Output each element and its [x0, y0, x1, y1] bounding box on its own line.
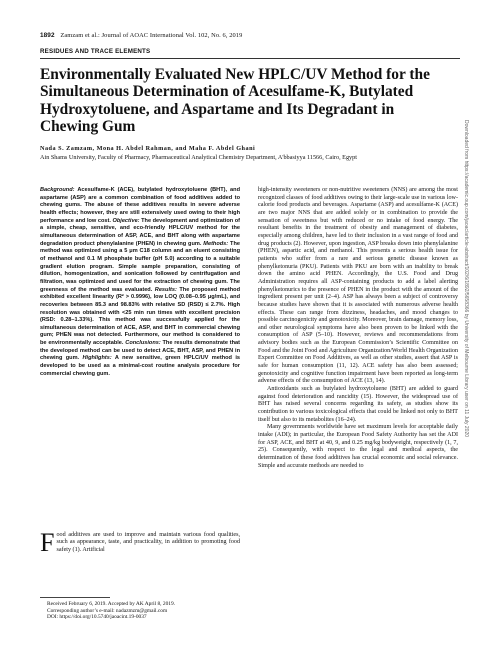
abstract-methods: The method was optimized using a 5 μm C18 column and an eluent consisting of methanol and 0.1 M phosphate buffer (pH 5.0) according to a suitable gradient elution program. Simple sample preparation, consisting of dilution, homogenization, and sonication followed by centrifugation and filtration, was optimized and used for the extraction of chewing gum. The greenness of the method was evaluated.	[40, 240, 240, 293]
abstract-highlights-label: Highlights:	[82, 355, 112, 362]
footnotes	[47, 601, 247, 621]
intro-paragraph	[40, 528, 240, 557]
running-title: Zamzam et al.: Journal of AOAC International Vol. 102, No. 6, 2019	[60, 32, 243, 39]
abstract	[40, 187, 240, 378]
download-note: Downloaded from https://academic.oup.com/jaoac/article-abstract/102/6/1892/5658366 by University of Melbourne Library user on 11 July 2020	[463, 120, 469, 438]
footnote-rule	[40, 597, 110, 598]
abstract-highlights: A new sensitive, green HPLC/UV method is developed to be used as a minimal-cost routine analysis procedure for commercial chewing gum.	[40, 355, 240, 377]
abstract-results-label: Results:	[154, 286, 177, 293]
section-label: RESIDUES AND TRACE ELEMENTS	[40, 48, 151, 55]
intro-text: ood additives are used to improve and maintain various food qualities, such as appearance, taste, and practicality, in addition to promoting food safety (1). Artificial	[56, 532, 240, 553]
abstract-results: The proposed method exhibited excellent linearity (R² > 0.9996), low LOQ (0.08–0.95 μg/mL), and recoveries between 85.3 and 98.83% with relative SD (RSD) ≤ 2.7%. High resolution was obtained with <25 min run times with excellent precision (RSD: 0.28–1.33%). This method was successfully applied for the simultaneous determination of ACE, ASP, and BHT in commercial chewing gum; PHEN was not detected. Furthermore, our method is considered to be environmentally acceptable.	[40, 286, 240, 347]
abstract-objective: The development and optimization of a simple, cheap, sensitive, and eco-friendly HPLC/UV method for the simultaneous determination of ASP, ACE, and BHT along with aspartame degradation product phenylalanine (PHEN) in chewing gum.	[40, 217, 241, 247]
body-column-right	[258, 187, 458, 470]
running-head	[40, 32, 460, 39]
article-title: Environmentally Evaluated New HPLC/UV Method for the Simultaneous Determination of Acesulfame-K, Butylated Hydroxytoluene, and Aspartame and Its Degradant in Chewing Gum	[40, 66, 430, 136]
abstract-objective-label: Objective:	[112, 217, 140, 224]
abstract-background-label: Background:	[40, 187, 75, 193]
body-paragraph: Many governments worldwide have set maximum levels for acceptable daily intake (ADI); in particular, the European Food Safety Authority has set the ADI for ASP, ACE, and BHT at 40, 9, and 0.25 mg/kg bodyweight, respectively (1, 7, 25). Consequently, with respect to the legal and medical aspects, the determination of these food additives has crucial economic and social relevance. Simple and accurate methods are needed to	[258, 424, 458, 469]
download-watermark	[463, 120, 479, 540]
page-number: 1892	[40, 32, 55, 39]
affiliation: Ain Shams University, Faculty of Pharmacy, Pharmaceutical Analytical Chemistry Department, A'bbasiyya 11566, Cairo, Egypt	[40, 154, 357, 161]
drop-cap: F	[40, 528, 55, 557]
corresponding-email: Corresponding author’s e-mail: nadazmzm@gmail.com	[47, 607, 168, 614]
authors: Nada S. Zamzam, Mona H. Abdel Rahman, and Maha F. Abdel Ghani	[40, 145, 256, 152]
abstract-conclusions-label: Conclusions:	[125, 340, 161, 347]
abstract-methods-label: Methods:	[203, 240, 229, 247]
doi: DOI: https://doi.org/10.5740/jaoacint.19-0037	[47, 614, 147, 621]
header-rule	[40, 58, 460, 59]
abstract-conclusions: The results demonstrate that the developed method can be used to detect ACE, BHT, ASP, and PHEN in chewing gum.	[40, 340, 240, 362]
received-date: Received February 6, 2019. Accepted by AK April 8, 2019.	[47, 601, 175, 607]
body-paragraph: high-intensity sweeteners or non-nutritive sweeteners (NNS) are among the most recognized classes of food additives owing to their large-scale use in various low-calorie food products and beverages. Aspartame (ASP) and acesulfame-K (ACE) are two major NNS that are added solely or in combination to provide the sensation of sweetness but with reduced or no intake of food energy. The resultant benefits in the treatment of obesity and management of diabetes, especially among children, have led to their inclusion in a vast range of food and drug products (2). However, upon ingestion, ASP breaks down into phenylalanine (PHEN), aspartic acid, and methanol. This presents a serious health issue for patients who suffer from a rare and serious genetic disease known as phenylketonuria (PKU). Patients with PKU are born with an inability to break down the amino acid PHEN. Accordingly, the U.S. Food and Drug Administration requires all ASP-containing products to add a label alerting phenylketonurics to the presence of PHEN in the product with the amount of the ingredient present per unit (2–4). ASP has always been a subject of controversy because studies have shown that it is associated with numerous adverse health effects. These can range from dizziness, headaches, and mood changes to possible carcinogenicity and genotoxicity. Moreover, brain damage, memory loss, and other neurological symptoms have also been proven to be linked with the consumption of ASP (5–10). However, reviews and recommendations from advisory bodies such as the European Commission’s Scientific Committee on Food and the Joint Food and Agriculture Organization/World Health Organization Expert Committee on Food Additives, as well as other studies, assert that ASP is safe for human consumption (11, 12). ACE safety has also been assessed; genotoxicity and cognitive function impairment have been reported as long-term adverse effects of the consumption of ACE (13, 14).	[258, 187, 458, 385]
body-paragraph: Antioxidants such as butylated hydroxytoluene (BHT) are added to guard against food deterioration and rancidity (15). However, the widespread use of BHT has raised several concerns regarding its safety, as studies show its contribution to various toxicological effects that could be linked not only to BHT itself but also to its metabolites (16–24).	[258, 386, 458, 423]
abstract-background: Acesulfame-K (ACE), butylated hydroxytoluene (BHT), and aspartame (ASP) are a common combination of food additives added to chewing gums. The abuse of these additives results in severe adverse health effects; however, they are still extensively used owing to their high performance and low cost.	[40, 187, 240, 224]
